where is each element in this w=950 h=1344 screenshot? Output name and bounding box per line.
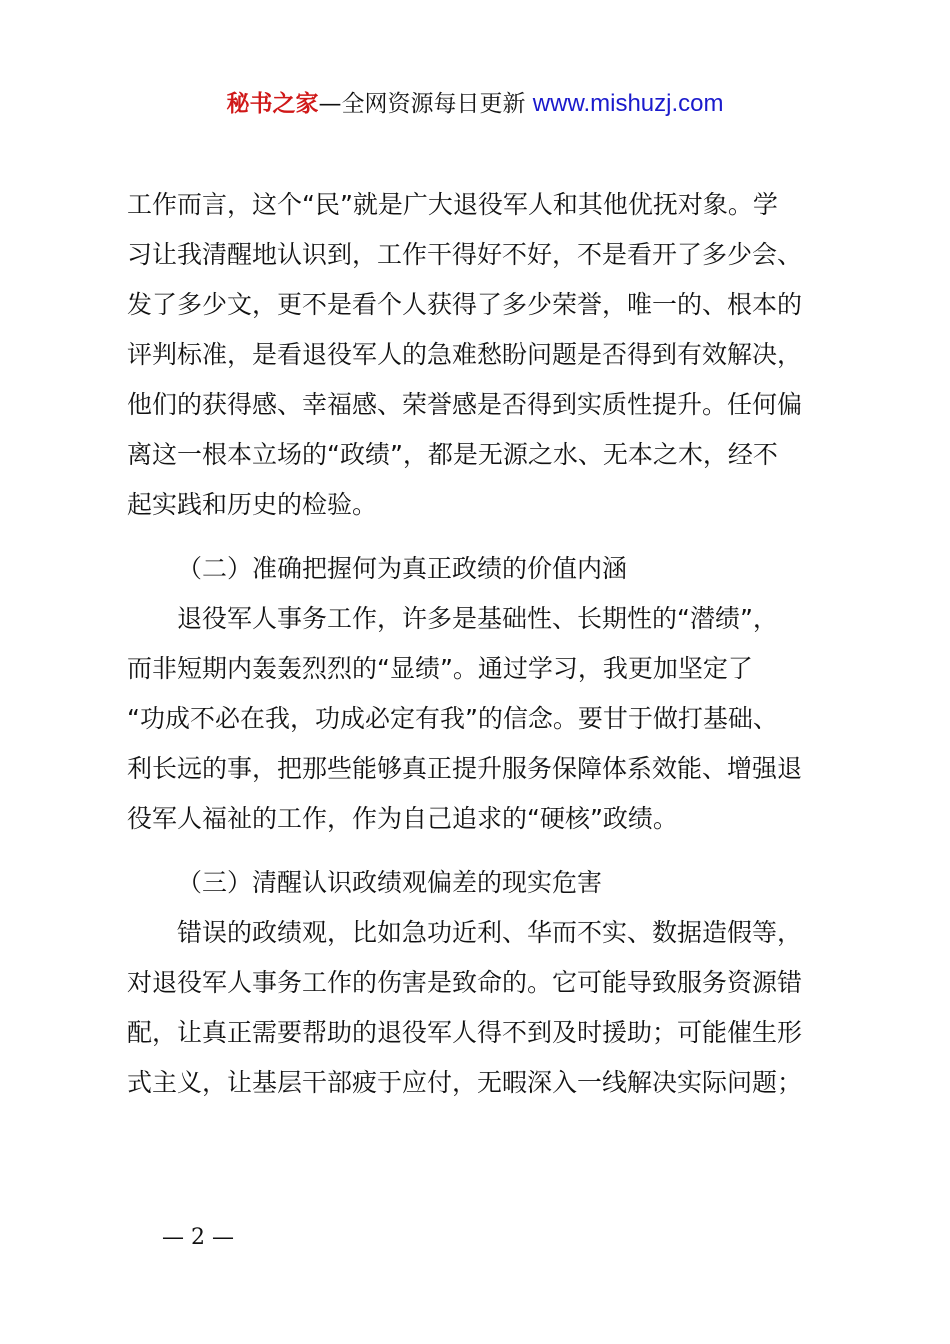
site-url[interactable]: www.mishuzj.com: [532, 90, 724, 117]
text-line: 他们的获得感、幸福感、荣誉感是否得到实质性提升。任何偏: [127, 390, 803, 419]
text-line: 利长远的事，把那些能够真正提升服务保障体系效能、增强退: [127, 754, 803, 783]
text-line: 式主义，让基层干部疲于应付，无暇深入一线解决实际问题；: [127, 1068, 803, 1097]
page-header: [0, 88, 950, 120]
text-line: 评判标准，是看退役军人的急难愁盼问题是否得到有效解决，: [127, 340, 803, 369]
text-line: 配，让真正需要帮助的退役军人得不到及时援助；可能催生形: [127, 1018, 803, 1047]
text-line: “功成不必在我，功成必定有我”的信念。要甘于做打基础、: [127, 704, 778, 733]
text-line: 而非短期内轰轰烈烈的“显绩”。通过学习，我更加坚定了: [127, 654, 753, 683]
site-slogan: —全网资源每日更新: [318, 91, 533, 117]
text-line: 习让我清醒地认识到，工作干得好不好，不是看开了多少会、: [127, 240, 803, 269]
paragraph-3: [127, 908, 837, 1108]
section-heading-2: （二）准确把握何为真正政绩的价值内涵: [177, 554, 628, 583]
text-line: 工作而言，这个“民”就是广大退役军人和其他优抚对象。学: [127, 190, 778, 219]
site-brand: 秘书之家: [226, 91, 319, 117]
text-line: 对退役军人事务工作的伤害是致命的。它可能导致服务资源错: [127, 968, 803, 997]
text-line: 役军人福祉的工作，作为自己追求的“硬核”政绩。: [127, 804, 678, 833]
paragraph-1: [127, 180, 837, 530]
document-body: [127, 180, 837, 1108]
page-number: — 2 —: [162, 1225, 234, 1250]
section-heading-3: （三）清醒认识政绩观偏差的现实危害: [177, 868, 603, 897]
text-line: 离这一根本立场的“政绩”，都是无源之水、无本之木，经不: [127, 440, 778, 469]
paragraph-2: [127, 594, 837, 844]
text-line: 错误的政绩观，比如急功近利、华而不实、数据造假等，: [177, 918, 803, 947]
text-line: 退役军人事务工作，许多是基础性、长期性的“潜绩”，: [177, 604, 778, 633]
text-line: 发了多少文，更不是看个人获得了多少荣誉，唯一的、根本的: [127, 290, 803, 319]
text-line: 起实践和历史的检验。: [127, 490, 378, 519]
